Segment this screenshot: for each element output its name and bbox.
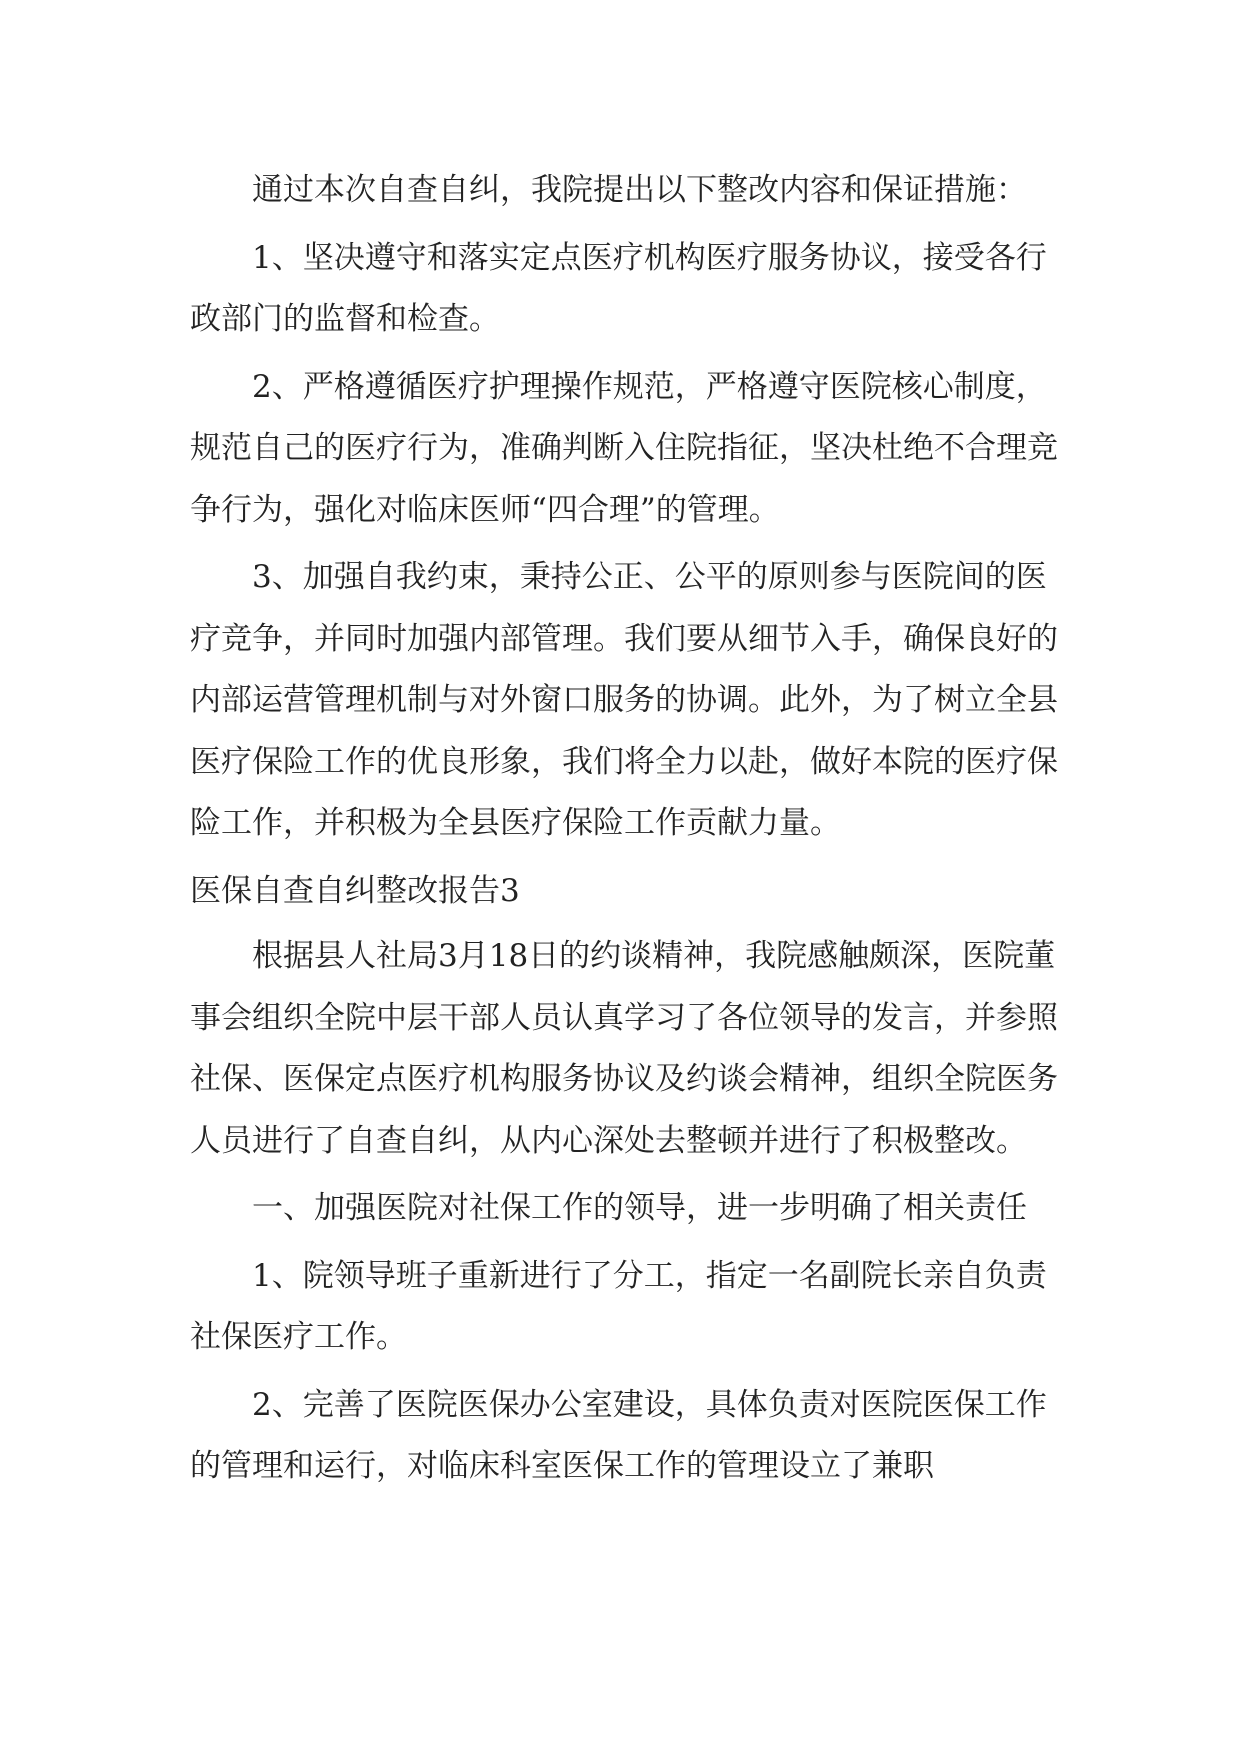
section-heading-report-3: 医保自查自纠整改报告3 — [190, 872, 520, 909]
paragraph-report-intro: 根据县人社局3月18日的约谈精神，我院感触颇深，医院董事会组织全院中层干部人员认真学习了各位领导的发言，并参照社保、医保定点医疗机构服务协议及约谈会精神，组织全院医务人员进行了自查自纠，从内心深处去整顿并进行了积极整改。 — [190, 938, 1058, 1159]
paragraph-measure-3: 3、加强自我约束，秉持公正、公平的原则参与医院间的医疗竞争，并同时加强内部管理。我们要从细节入手，确保良好的内部运营管理机制与对外窗口服务的协调。此外，为了树立全县医疗保险工作的优良形象，我们将全力以赴，做好本院的医疗保险工作，并积极为全县医疗保险工作贡献力量。 — [190, 559, 1058, 841]
paragraph-section-one-title: 一、加强医院对社保工作的领导，进一步明确了相关责任 — [252, 1190, 1027, 1226]
document-body — [190, 160, 1058, 1504]
paragraph-measure-1: 1、坚决遵守和落实定点医疗机构医疗服务协议，接受各行政部门的监督和检查。 — [190, 239, 1047, 337]
paragraph-measure-2: 2、严格遵循医疗护理操作规范，严格遵守医院核心制度，规范自己的医疗行为，准确判断入住院指征，坚决杜绝不合理竞争行为，强化对临床医师“四合理”的管理。 — [190, 368, 1058, 528]
paragraph-section-one-item-1: 1、院领导班子重新进行了分工，指定一名副院长亲自负责社保医疗工作。 — [190, 1257, 1047, 1355]
paragraph-rectification-intro: 通过本次自查自纠，我院提出以下整改内容和保证措施： — [252, 172, 1027, 208]
paragraph-section-one-item-2: 2、完善了医院医保办公室建设，具体负责对医院医保工作的管理和运行，对临床科室医保工作的管理设立了兼职 — [190, 1386, 1047, 1484]
